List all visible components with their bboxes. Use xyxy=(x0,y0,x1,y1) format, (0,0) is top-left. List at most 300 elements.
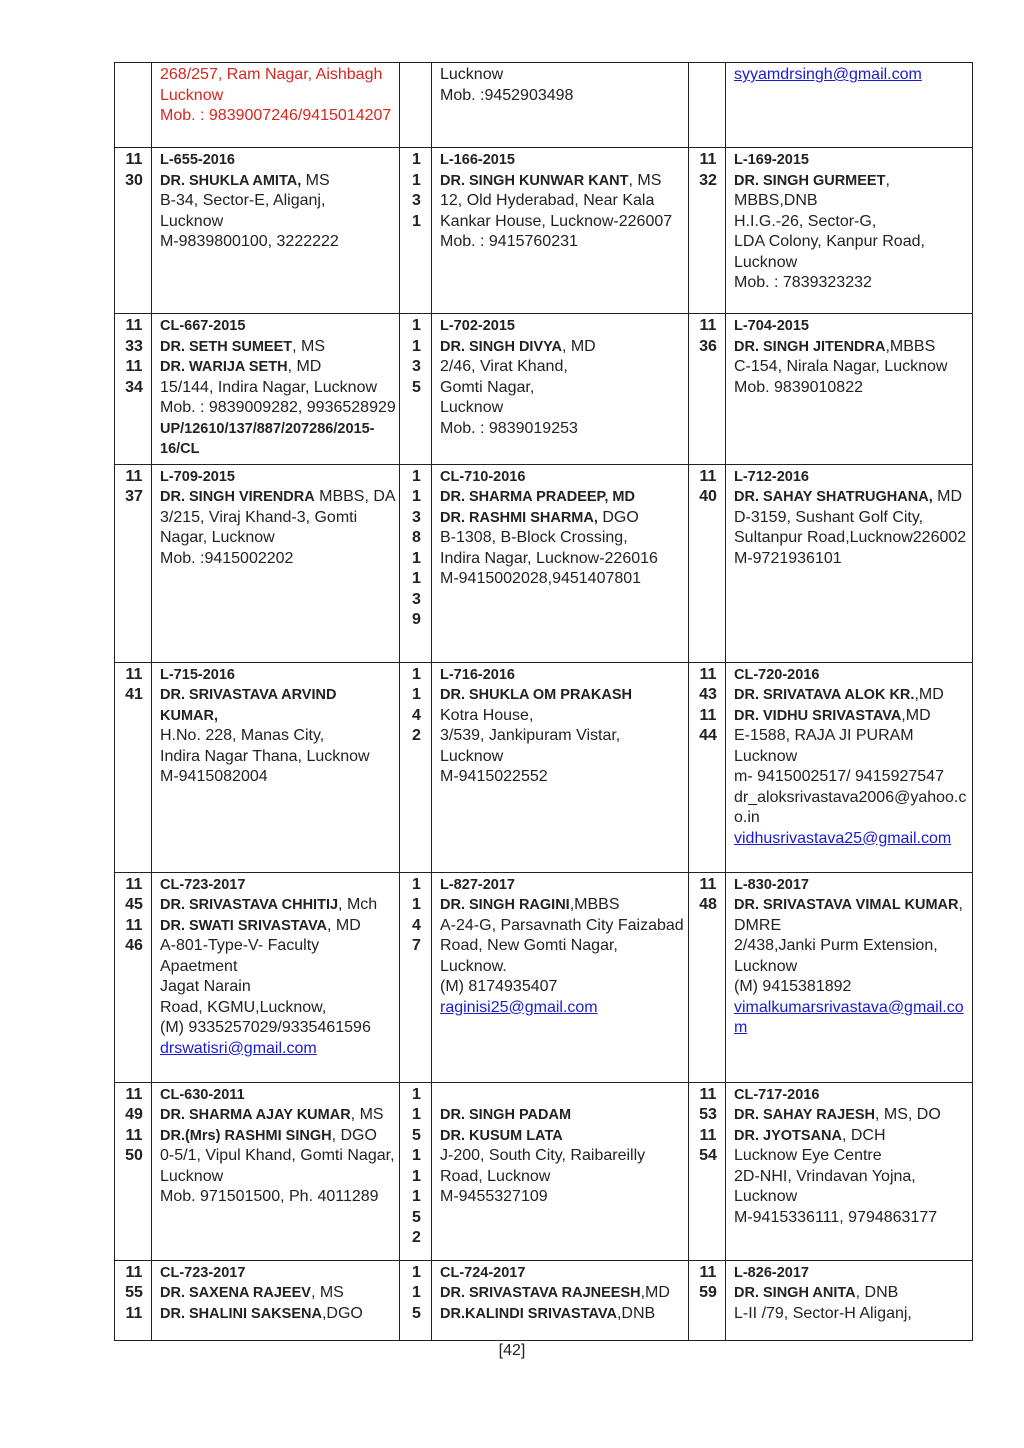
entry-heading: KUMAR, xyxy=(160,707,218,724)
entry-line xyxy=(160,171,393,192)
doctor-name: DR. SINGH ANITA xyxy=(734,1285,856,1301)
serial-number-fragment: 11 xyxy=(125,467,143,485)
serial-number-fragment: 54 xyxy=(699,1147,717,1164)
table-row xyxy=(115,1082,973,1260)
entry-line: 3/215, Viraj Khand-3, Gomti xyxy=(160,508,358,526)
entry-line: dr_aloksrivastava2006@yahoo.c xyxy=(734,788,967,806)
entry-line xyxy=(734,895,966,916)
entry-line: Indira Nagar, Lucknow-226016 xyxy=(440,549,658,567)
serial-number-fragment: 5 xyxy=(412,1126,421,1144)
serial-number-fragment: 3 xyxy=(412,192,421,209)
serial-number-cell xyxy=(115,314,152,465)
entry-line xyxy=(160,916,393,937)
entry-heading: CL-710-2016 xyxy=(440,468,526,485)
entry-line xyxy=(160,487,396,508)
doctor-entry-cell xyxy=(432,314,689,465)
qualification: ,MD xyxy=(640,1284,670,1301)
entry-line xyxy=(440,508,682,529)
serial-number-cell xyxy=(689,63,726,148)
serial-number-cell xyxy=(115,662,152,872)
doctor-entry-cell xyxy=(726,314,973,465)
serial-number-cell xyxy=(689,1260,726,1340)
doctor-name: DR. SRIVASTAVA RAJNEESH xyxy=(440,1285,641,1301)
serial-number-fragment: 36 xyxy=(699,337,717,355)
entry-line xyxy=(734,1126,966,1147)
serial-number-fragment: 49 xyxy=(125,1106,143,1123)
qualification: , DGO xyxy=(331,1126,377,1144)
doctor-entry-cell xyxy=(726,872,973,1082)
doctor-name: DR.(Mrs) RASHMI SINGH xyxy=(160,1127,332,1144)
serial-number-fragment: 7 xyxy=(412,937,421,954)
entry-line: B-34, Sector-E, Aliganj, xyxy=(160,192,326,209)
serial-number-cell xyxy=(400,63,432,148)
entry-heading: DR. SHARMA PRADEEP, MD xyxy=(440,489,635,505)
entry-line: Mob. :9415002202 xyxy=(160,549,294,567)
entry-heading: L-655-2016 xyxy=(160,152,235,168)
entry-line: Gomti Nagar, xyxy=(440,378,535,396)
entry-line: H.No. 228, Manas City, xyxy=(160,727,325,744)
doctor-name: DR. SINGH GURMEET xyxy=(734,172,886,189)
doctor-name: DR. SAXENA RAJEEV xyxy=(160,1285,311,1301)
entry-line xyxy=(160,1283,393,1304)
entry-line xyxy=(734,1105,966,1126)
table-row xyxy=(115,148,973,314)
directory-table xyxy=(114,62,973,1341)
serial-number-cell xyxy=(689,314,726,465)
entry-line: (M) 9335257029/9335461596 xyxy=(160,1019,371,1036)
entry-line: Lucknow xyxy=(440,66,504,83)
doctor-name: DR. WARIJA SETH xyxy=(160,359,288,375)
doctor-entry-cell xyxy=(726,464,973,662)
entry-line xyxy=(160,895,393,916)
qualification: , MS xyxy=(292,337,326,355)
doctor-entry-cell xyxy=(152,464,400,662)
serial-number-fragment: 1 xyxy=(412,896,421,913)
table-row xyxy=(115,1260,973,1340)
serial-number-fragment: 11 xyxy=(699,875,717,893)
entry-line: E-1588, RAJA JI PURAM xyxy=(734,727,914,744)
serial-number-cell xyxy=(115,464,152,662)
serial-number-fragment: 11 xyxy=(699,467,717,485)
entry-line: M-9415336111, 9794863177 xyxy=(734,1208,938,1226)
serial-number-fragment: 4 xyxy=(412,706,421,724)
serial-number-fragment: 30 xyxy=(125,171,143,189)
entry-heading: L-166-2015 xyxy=(440,152,515,168)
doctor-entry-cell xyxy=(432,1082,689,1260)
doctor-entry-cell xyxy=(726,662,973,872)
email-link[interactable]: vimalkumarsrivastava@gmail.co xyxy=(734,998,964,1016)
entry-heading: L-702-2015 xyxy=(440,318,515,334)
doctor-name: DR. VIDHU SRIVASTAVA xyxy=(734,707,902,724)
entry-line: Mob. 9839010822 xyxy=(734,378,863,396)
doctor-entry-cell xyxy=(432,464,689,662)
entry-line: Lucknow xyxy=(734,957,798,975)
serial-number-fragment: 1 xyxy=(412,488,421,505)
entry-line: MBBS,DNB xyxy=(734,192,818,209)
serial-number-fragment: 1 xyxy=(412,686,421,703)
doctor-entry-cell xyxy=(726,148,973,314)
doctor-name: DR. SWATI SRIVASTAVA xyxy=(160,917,328,934)
serial-number-fragment: 11 xyxy=(699,317,717,334)
qualification: ,MD xyxy=(901,706,931,724)
serial-number-cell xyxy=(115,1260,152,1340)
entry-line: M-9415002028,9451407801 xyxy=(440,570,642,587)
qualification: , MD xyxy=(327,916,361,934)
doctor-entry-cell xyxy=(432,662,689,872)
doctor-name: DR. SRIVASTAVA CHHITIJ xyxy=(160,897,339,913)
directory-body xyxy=(115,63,973,1341)
entry-heading: L-709-2015 xyxy=(160,468,235,485)
entry-line: Lucknow Eye Centre xyxy=(734,1147,882,1164)
page-number: [42] xyxy=(498,1342,526,1359)
serial-number-fragment: 11 xyxy=(125,358,143,375)
table-row xyxy=(115,872,973,1082)
entry-line: Jagat Narain xyxy=(160,978,251,995)
serial-number-cell xyxy=(115,63,152,148)
entry-line xyxy=(440,895,682,916)
serial-number-fragment: 5 xyxy=(412,378,421,396)
serial-number-fragment: 50 xyxy=(125,1147,143,1164)
table-row xyxy=(115,464,973,662)
serial-number-fragment: 11 xyxy=(125,916,143,934)
doctor-entry-cell xyxy=(152,148,400,314)
entry-heading: L-715-2016 xyxy=(160,666,235,683)
entry-line xyxy=(160,1105,393,1126)
entry-heading: CL-667-2015 xyxy=(160,318,246,334)
doctor-entry-cell xyxy=(152,1260,400,1340)
serial-number-fragment: 11 xyxy=(125,875,143,893)
entry-line: Mob. : 9839009282, 9936528929 xyxy=(160,399,396,416)
serial-number-fragment: 1 xyxy=(412,1106,421,1123)
qualification: DGO xyxy=(597,508,639,526)
entry-line: m- 9415002517/ 9415927547 xyxy=(734,768,944,785)
serial-number-cell xyxy=(689,872,726,1082)
entry-heading: CL-723-2017 xyxy=(160,1264,246,1281)
serial-number-fragment: 34 xyxy=(125,378,143,396)
table-row xyxy=(115,63,973,148)
serial-number-cell xyxy=(400,1260,432,1340)
qualification: , MS xyxy=(350,1106,384,1123)
qualification: , MD xyxy=(287,358,322,375)
qualification: ,MD xyxy=(914,686,944,703)
entry-heading: L-169-2015 xyxy=(734,152,809,168)
entry-heading: DR. SINGH PADAM xyxy=(440,1107,572,1123)
entry-line: 2/46, Virat Khand, xyxy=(440,358,568,375)
entry-line: Lucknow xyxy=(440,747,504,765)
serial-number-fragment: 55 xyxy=(125,1284,143,1301)
entry-line: Lucknow xyxy=(734,747,798,765)
entry-line: 268/257, Ram Nagar, Aishbagh xyxy=(160,66,383,83)
entry-heading: L-827-2017 xyxy=(440,876,515,893)
serial-number-cell xyxy=(400,1082,432,1260)
entry-line: J-200, South City, Raibareilly xyxy=(440,1147,646,1164)
entry-line xyxy=(734,706,966,727)
doctor-entry-cell xyxy=(432,1260,689,1340)
serial-number-fragment: 3 xyxy=(412,358,421,375)
serial-number-fragment: 1 xyxy=(412,317,421,334)
entry-line xyxy=(160,357,393,378)
qualification: , MD xyxy=(561,337,596,355)
entry-line: 2/438,Janki Purm Extension, xyxy=(734,937,938,954)
entry-line xyxy=(440,337,682,358)
qualification: MS xyxy=(301,171,330,189)
doctor-name: DR. SRIVASTAVA VIMAL KUMAR xyxy=(734,897,959,913)
serial-number-fragment: 43 xyxy=(699,686,717,703)
serial-number-cell xyxy=(689,148,726,314)
doctor-entry-cell xyxy=(152,662,400,872)
qualification: , MS xyxy=(310,1284,344,1301)
entry-line: Road, KGMU,Lucknow, xyxy=(160,998,327,1016)
entry-line: Kankar House, Lucknow-226007 xyxy=(440,212,673,230)
serial-number-fragment: 1 xyxy=(412,151,421,168)
entry-line xyxy=(440,171,682,192)
entry-line: o.in xyxy=(734,809,760,826)
entry-heading: L-716-2016 xyxy=(440,666,515,683)
email-link[interactable]: m xyxy=(734,1019,748,1036)
entry-line: Lucknow xyxy=(160,212,224,230)
entry-heading: CL-720-2016 xyxy=(734,666,820,683)
serial-number-fragment: 48 xyxy=(699,896,717,913)
serial-number-fragment: 11 xyxy=(699,665,717,683)
entry-line: Apaetment xyxy=(160,957,238,975)
entry-line xyxy=(440,1304,682,1325)
doctor-entry-cell xyxy=(152,872,400,1082)
entry-line: A-24-G, Parsavnath City Faizabad xyxy=(440,916,684,934)
qualification: , DNB xyxy=(855,1284,899,1301)
entry-line xyxy=(734,1283,966,1304)
serial-number-fragment: 11 xyxy=(699,1126,717,1144)
doctor-name: DR. RASHMI SHARMA, xyxy=(440,509,598,526)
serial-number-fragment: 40 xyxy=(699,488,717,505)
entry-line xyxy=(734,171,966,192)
doctor-name: DR. SETH SUMEET xyxy=(160,338,293,355)
serial-number-fragment: 3 xyxy=(412,508,421,526)
doctor-name: DR. SHALINI SAKSENA xyxy=(160,1305,322,1322)
entry-line xyxy=(440,1283,682,1304)
serial-number-cell xyxy=(689,464,726,662)
doctor-entry-cell xyxy=(432,148,689,314)
entry-heading: CL-630-2011 xyxy=(160,1086,245,1103)
serial-number-fragment: 11 xyxy=(125,1126,143,1144)
entry-line: M-9415082004 xyxy=(160,768,268,785)
entry-line xyxy=(160,1304,393,1325)
qualification: ,DGO xyxy=(321,1304,363,1322)
serial-number-fragment: 11 xyxy=(125,317,143,334)
serial-number-cell xyxy=(689,1082,726,1260)
serial-number-fragment: 1 xyxy=(412,665,421,683)
serial-number-fragment: 2 xyxy=(412,1229,421,1246)
qualification: ,MBBS xyxy=(885,337,936,355)
entry-line: 0-5/1, Vipul Khand, Gomti Nagar, xyxy=(160,1147,395,1164)
doctor-entry-cell xyxy=(152,63,400,148)
doctor-name: DR. JYOTSANA xyxy=(734,1127,842,1144)
entry-heading: CL-717-2016 xyxy=(734,1086,820,1103)
entry-line: Mob. 971501500, Ph. 4011289 xyxy=(160,1188,379,1205)
serial-number-fragment: 59 xyxy=(699,1284,717,1301)
entry-heading: CL-723-2017 xyxy=(160,876,246,893)
entry-heading: DR. SRIVASTAVA ARVIND xyxy=(160,687,337,703)
serial-number-fragment: 1 xyxy=(412,549,421,567)
serial-number-cell xyxy=(400,662,432,872)
entry-line: Lucknow. xyxy=(440,957,507,975)
entry-heading: DR. SHUKLA OM PRAKASH xyxy=(440,687,632,703)
entry-line: Indira Nagar Thana, Lucknow xyxy=(160,747,370,765)
doctor-name: DR. SHARMA AJAY KUMAR xyxy=(160,1107,351,1123)
serial-number-fragment: 53 xyxy=(699,1106,717,1123)
serial-number-fragment: 1 xyxy=(412,1188,421,1205)
qualification: , MS xyxy=(628,171,662,189)
entry-line: Lucknow xyxy=(160,1167,224,1185)
doctor-entry-cell xyxy=(152,314,400,465)
serial-number-fragment: 33 xyxy=(125,337,143,355)
entry-line: M-9455327109 xyxy=(440,1188,548,1205)
entry-heading: L-826-2017 xyxy=(734,1264,809,1281)
entry-line: Lucknow xyxy=(734,253,798,271)
serial-number-fragment: 8 xyxy=(412,529,421,546)
serial-number-fragment: 32 xyxy=(699,171,717,189)
entry-heading: L-830-2017 xyxy=(734,876,809,893)
entry-line: B-1308, B-Block Crossing, xyxy=(440,529,628,546)
doctor-name: DR. SRIVATAVA ALOK KR. xyxy=(734,687,915,703)
qualification: ,MBBS xyxy=(569,896,620,913)
doctor-entry-cell xyxy=(726,63,973,148)
serial-number-cell xyxy=(400,314,432,465)
email-link[interactable]: raginisi25@gmail.com xyxy=(440,998,598,1016)
serial-number-fragment: 11 xyxy=(125,1304,143,1322)
serial-number-cell xyxy=(115,1082,152,1260)
serial-number-fragment: 4 xyxy=(412,916,421,934)
doctor-name: DR. SAHAY RAJESH xyxy=(734,1107,876,1123)
serial-number-fragment: 11 xyxy=(125,1263,143,1281)
serial-number-fragment: 2 xyxy=(412,727,421,744)
doctor-name: DR. SAHAY SHATRUGHANA, xyxy=(734,489,933,505)
email-link[interactable]: syyamdrsingh@gmail.com xyxy=(734,66,922,83)
qualification: , xyxy=(885,171,890,189)
entry-heading: L-704-2015 xyxy=(734,318,809,334)
entry-line: Road, New Gomti Nagar, xyxy=(440,937,618,954)
entry-line: (M) 9415381892 xyxy=(734,978,852,995)
entry-line: D-3159, Sushant Golf City, xyxy=(734,508,924,526)
entry-line: Lucknow xyxy=(160,86,224,104)
qualification: , MS, DO xyxy=(875,1106,941,1123)
serial-number-fragment: 11 xyxy=(699,1263,717,1281)
serial-number-cell xyxy=(400,148,432,314)
serial-number-fragment: 3 xyxy=(412,590,421,608)
entry-heading: 16/CL xyxy=(160,441,200,457)
entry-heading: CL-724-2017 xyxy=(440,1264,526,1281)
serial-number-fragment: 9 xyxy=(412,611,421,628)
entry-line: 12, Old Hyderabad, Near Kala xyxy=(440,192,655,209)
doctor-entry-cell xyxy=(432,63,689,148)
email-link[interactable]: drswatisri@gmail.com xyxy=(160,1039,317,1057)
entry-heading: UP/12610/137/887/207286/2015- xyxy=(160,420,375,437)
doctor-name: DR.KALINDI SRIVASTAVA xyxy=(440,1305,617,1322)
serial-number-fragment: 1 xyxy=(412,570,421,587)
entry-line: M-9415022552 xyxy=(440,768,548,785)
serial-number-cell xyxy=(115,148,152,314)
qualification: MBBS, DA xyxy=(314,488,396,505)
entry-line: Kotra House, xyxy=(440,706,534,724)
email-link[interactable]: vidhusrivastava25@gmail.com xyxy=(734,829,952,847)
qualification: , Mch xyxy=(338,896,378,913)
doctor-name: DR. SHUKLA AMITA, xyxy=(160,172,302,189)
doctor-name: DR. SINGH JITENDRA xyxy=(734,338,886,355)
entry-line: Mob. : 9839007246/9415014207 xyxy=(160,107,392,124)
entry-line: 3/539, Jankipuram Vistar, xyxy=(440,727,621,744)
entry-line: Road, Lucknow xyxy=(440,1167,551,1185)
table-row xyxy=(115,314,973,465)
serial-number-fragment: 11 xyxy=(699,151,717,168)
doctor-entry-cell xyxy=(432,872,689,1082)
entry-line xyxy=(734,337,966,358)
entry-line xyxy=(734,487,966,508)
serial-number-fragment: 37 xyxy=(125,488,143,505)
serial-number-fragment: 11 xyxy=(699,706,717,724)
serial-number-fragment: 1 xyxy=(412,1167,421,1185)
entry-line xyxy=(440,1085,682,1106)
doctor-entry-cell xyxy=(726,1082,973,1260)
entry-line: Lucknow xyxy=(440,399,504,416)
entry-heading: L-712-2016 xyxy=(734,468,809,485)
entry-heading: DR. KUSUM LATA xyxy=(440,1127,563,1144)
qualification: , xyxy=(958,896,963,913)
serial-number-fragment: 1 xyxy=(412,171,421,189)
serial-number-fragment: 1 xyxy=(412,337,421,355)
doctor-name: DR. SINGH VIRENDRA xyxy=(160,489,315,505)
serial-number-fragment: 11 xyxy=(699,1085,717,1103)
entry-line xyxy=(734,685,966,706)
serial-number-fragment: 45 xyxy=(125,896,143,913)
entry-line: (M) 8174935407 xyxy=(440,978,558,995)
entry-line: H.I.G.-26, Sector-G, xyxy=(734,212,877,230)
entry-line: Mob. : 9839019253 xyxy=(440,419,578,437)
entry-line xyxy=(160,1126,393,1147)
entry-line: M-9721936101 xyxy=(734,549,842,567)
entry-line: L-II /79, Sector-H Aliganj, xyxy=(734,1304,912,1322)
entry-line: M-9839800100, 3222222 xyxy=(160,233,339,250)
table-row xyxy=(115,662,973,872)
serial-number-fragment: 11 xyxy=(125,665,143,683)
entry-line: Nagar, Lucknow xyxy=(160,529,275,546)
serial-number-fragment: 11 xyxy=(125,1085,143,1103)
serial-number-fragment: 1 xyxy=(412,1284,421,1301)
entry-line: 2D-NHI, Vrindavan Yojna, xyxy=(734,1167,916,1185)
qualification: ,DNB xyxy=(616,1304,656,1322)
entry-line: Sultanpur Road,Lucknow226002 xyxy=(734,529,967,546)
doctor-entry-cell xyxy=(152,1082,400,1260)
entry-line: Lucknow xyxy=(734,1188,798,1205)
serial-number-cell xyxy=(115,872,152,1082)
entry-line: Mob. : 9415760231 xyxy=(440,233,578,250)
serial-number-fragment: 1 xyxy=(412,1263,421,1281)
serial-number-fragment: 1 xyxy=(412,212,421,230)
doctor-name: DR. SINGH RAGINI xyxy=(440,897,570,913)
serial-number-fragment: 41 xyxy=(125,686,143,703)
qualification: , DCH xyxy=(841,1126,886,1144)
serial-number-fragment: 1 xyxy=(412,875,421,893)
entry-line: 15/144, Indira Nagar, Lucknow xyxy=(160,378,378,396)
doctor-name: DR. SINGH DIVYA xyxy=(440,338,562,355)
serial-number-fragment: 46 xyxy=(125,937,143,954)
entry-line xyxy=(160,337,393,358)
serial-number-fragment: 1 xyxy=(412,1147,421,1164)
entry-line: LDA Colony, Kanpur Road, xyxy=(734,233,925,250)
serial-number-fragment: 5 xyxy=(412,1304,421,1322)
qualification: MD xyxy=(932,488,963,505)
doctor-name: DR. SINGH KUNWAR KANT xyxy=(440,172,629,189)
entry-line: DMRE xyxy=(734,916,782,934)
serial-number-fragment: 1 xyxy=(412,467,421,485)
